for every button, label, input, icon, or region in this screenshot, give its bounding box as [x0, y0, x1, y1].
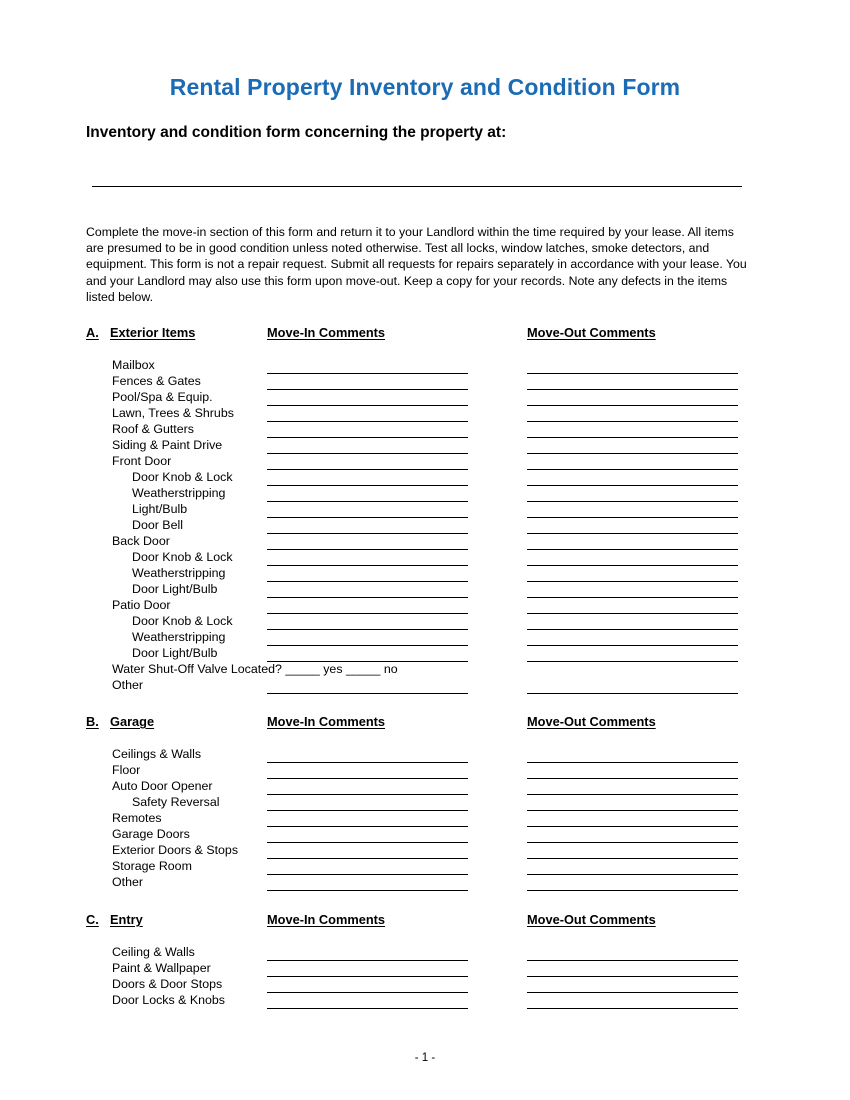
instructions-paragraph: Complete the move-in section of this form and return it to your Landlord within the time required by your lease. All items are presumed to be in good condition unless noted otherwise. Test all locks, window latches, smoke detectors, and equipment. This form is not a repair request. Submit all requests for repairs separately in accordance with your lease. You and your Landlord may also use this form upon move-out. Keep a copy for your records. Note any defects in the items listed below.: [86, 225, 747, 304]
inventory-row: [0, 747, 850, 763]
inventory-row: [0, 945, 850, 961]
inventory-item-label: Roof & Gutters: [112, 422, 194, 436]
move-out-comment-blank[interactable]: [527, 1008, 738, 1009]
inventory-item-label: Door Light/Bulb: [132, 582, 218, 596]
section-header: [0, 325, 850, 345]
column-header-move-in: Move-In Comments: [267, 912, 386, 927]
inventory-item-label: Back Door: [112, 534, 170, 548]
inventory-item-label: Light/Bulb: [132, 502, 188, 516]
inventory-item-label: Door Knob & Lock: [132, 550, 233, 564]
inventory-row: [0, 358, 850, 374]
page-number: - 1 -: [414, 1052, 436, 1064]
property-subtitle: Inventory and condition form concerning the property at:: [86, 124, 507, 141]
section-entry: [0, 912, 850, 1009]
inventory-item-label: Mailbox: [112, 358, 155, 372]
section-letter: B.: [86, 714, 99, 729]
inventory-item-label: Weatherstripping: [132, 566, 226, 580]
inventory-item-label: Ceilings & Walls: [112, 747, 202, 761]
inventory-row: [0, 502, 850, 518]
inventory-row: [0, 763, 850, 779]
inventory-item-label: Ceiling & Walls: [112, 945, 195, 959]
inventory-row: [0, 795, 850, 811]
inventory-row: [0, 518, 850, 534]
move-out-comment-blank[interactable]: [527, 693, 738, 694]
inventory-row: [0, 550, 850, 566]
inventory-row: [0, 827, 850, 843]
inventory-item-label: Door Locks & Knobs: [112, 993, 225, 1007]
inventory-row: [0, 422, 850, 438]
section-header: [0, 714, 850, 734]
inventory-item-label: Other: [112, 678, 143, 692]
inventory-item-label: Remotes: [112, 811, 162, 825]
inventory-item-label: Fences & Gates: [112, 374, 201, 388]
move-in-comment-blank[interactable]: [267, 1008, 468, 1009]
move-in-comment-blank[interactable]: [267, 890, 468, 891]
inventory-item-label: Water Shut-Off Valve Located? _____ yes _____ no: [112, 662, 398, 676]
inventory-row: [0, 993, 850, 1009]
inventory-item-label: Door Bell: [132, 518, 183, 532]
column-header-move-in: Move-In Comments: [267, 325, 386, 340]
item-rows: [0, 747, 850, 891]
section-exterior-items: [0, 325, 850, 694]
inventory-item-label: Patio Door: [112, 598, 171, 612]
inventory-item-label: Exterior Doors & Stops: [112, 843, 239, 857]
section-title: Exterior Items: [110, 325, 196, 340]
inventory-row: [0, 470, 850, 486]
section-letter: A.: [86, 325, 99, 340]
inventory-item-label: Storage Room: [112, 859, 192, 873]
property-address-blank[interactable]: [92, 186, 742, 187]
column-header-move-out: Move-Out Comments: [527, 325, 656, 340]
inventory-item-label: Door Light/Bulb: [132, 646, 218, 660]
inventory-row: [0, 961, 850, 977]
item-rows: [0, 358, 850, 694]
inventory-row: [0, 779, 850, 795]
column-header-move-out: Move-Out Comments: [527, 714, 656, 729]
inventory-row: [0, 811, 850, 827]
inventory-item-label: Door Knob & Lock: [132, 614, 233, 628]
inventory-row: [0, 566, 850, 582]
section-letter: C.: [86, 912, 99, 927]
inventory-row: [0, 486, 850, 502]
item-rows: [0, 945, 850, 1009]
inventory-row: [0, 630, 850, 646]
section-header: [0, 912, 850, 932]
inventory-row: [0, 614, 850, 630]
inventory-row: [0, 875, 850, 891]
inventory-item-label: Doors & Door Stops: [112, 977, 223, 991]
inventory-item-label: Pool/Spa & Equip.: [112, 390, 213, 404]
inventory-row: [0, 977, 850, 993]
inventory-item-label: Floor: [112, 763, 141, 777]
page-title: Rental Property Inventory and Condition Form: [169, 74, 681, 100]
inventory-row: [0, 598, 850, 614]
inventory-item-label: Other: [112, 875, 143, 889]
inventory-item-label: Lawn, Trees & Shrubs: [112, 406, 234, 420]
inventory-row: [0, 390, 850, 406]
inventory-item-label: Safety Reversal: [132, 795, 220, 809]
inventory-row: [0, 374, 850, 390]
move-in-comment-blank[interactable]: [267, 693, 468, 694]
inventory-row: [0, 859, 850, 875]
inventory-row: [0, 678, 850, 694]
inventory-item-label: Garage Doors: [112, 827, 190, 841]
inventory-row: [0, 646, 850, 662]
inventory-item-label: Door Knob & Lock: [132, 470, 233, 484]
inventory-row: [0, 438, 850, 454]
inventory-item-label: Paint & Wallpaper: [112, 961, 211, 975]
inventory-row: [0, 534, 850, 550]
inventory-item-label: Weatherstripping: [132, 486, 226, 500]
column-header-move-in: Move-In Comments: [267, 714, 386, 729]
section-garage: [0, 714, 850, 891]
inventory-row: [0, 662, 850, 678]
section-title: Garage: [110, 714, 155, 729]
inventory-item-label: Siding & Paint Drive: [112, 438, 223, 452]
inventory-row: [0, 843, 850, 859]
inventory-row: [0, 406, 850, 422]
inventory-row: [0, 582, 850, 598]
inventory-item-label: Front Door: [112, 454, 172, 468]
move-out-comment-blank[interactable]: [527, 890, 738, 891]
inventory-item-label: Weatherstripping: [132, 630, 226, 644]
inventory-row: [0, 454, 850, 470]
section-title: Entry: [110, 912, 143, 927]
inventory-item-label: Auto Door Opener: [112, 779, 213, 793]
column-header-move-out: Move-Out Comments: [527, 912, 656, 927]
